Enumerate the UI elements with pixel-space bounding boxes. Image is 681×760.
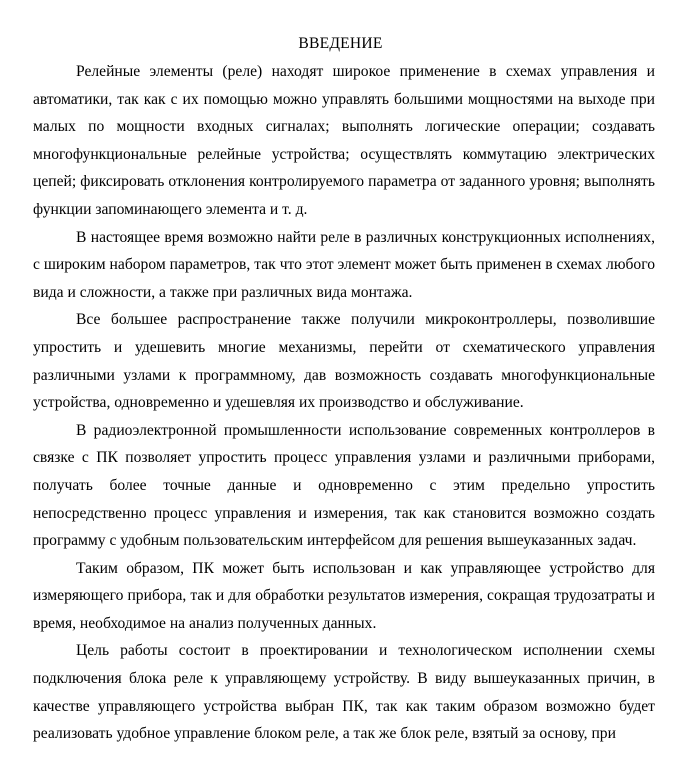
paragraph-3: Все большее распространение также получили микроконтроллеры, позволившие упростить и удешевить многие механизмы, перейти от схематического управления различными узлами к программному, дав возможность создавать многофункциональные устройства, одновременно и удешевляя их производство и обслуживание. xyxy=(33,311,655,412)
paragraph-4: В радиоэлектронной промышленности использование современных контроллеров в связке с ПК позволяет упростить процесс управления узлами и различными приборами, получать более точные данные и одновременно с этим предельно упростить непосредственно процесс управления и измерения, так как становится возможно создать программу с удобным пользовательским интерфейсом для решения вышеуказанных задач. xyxy=(33,421,655,550)
paragraph-2: В настоящее время возможно найти реле в различных конструкционных исполнениях, с широким набором параметров, так что этот элемент может быть применен в схемах любого вида и сложности, а также при различных вида монтажа. xyxy=(33,228,655,301)
paragraph-5: Таким образом, ПК может быть использован и как управляющее устройство для измеряющего прибора, так и для обработки результатов измерения, сокращая трудозатраты и время, необходимое на анализ полученных данных. xyxy=(33,559,655,632)
page-title: ВВЕДЕНИЕ xyxy=(298,35,383,52)
document-body xyxy=(33,58,655,748)
paragraph-1: Релейные элементы (реле) находят широкое применение в схемах управления и автоматики, так как с их помощью можно управлять большими мощностями на выходе при малых по мощности входных сигналах; выполнять логические операции; создавать многофункциональные релейные устройства; осуществлять коммутацию электрических цепей; фиксировать отклонения контролируемого параметра от заданного уровня; выполнять функции запоминающего элемента и т. д. xyxy=(33,63,655,218)
paragraph-6: Цель работы состоит в проектировании и технологическом исполнении схемы подключения блока реле к управляющему устройству. В виду вышеуказанных причин, в качестве управляющего устройства выбран ПК, так как таким образом возможно будет реализовать удобное управление блоком реле, а так же блок реле, взятый за основу, при xyxy=(33,642,655,743)
